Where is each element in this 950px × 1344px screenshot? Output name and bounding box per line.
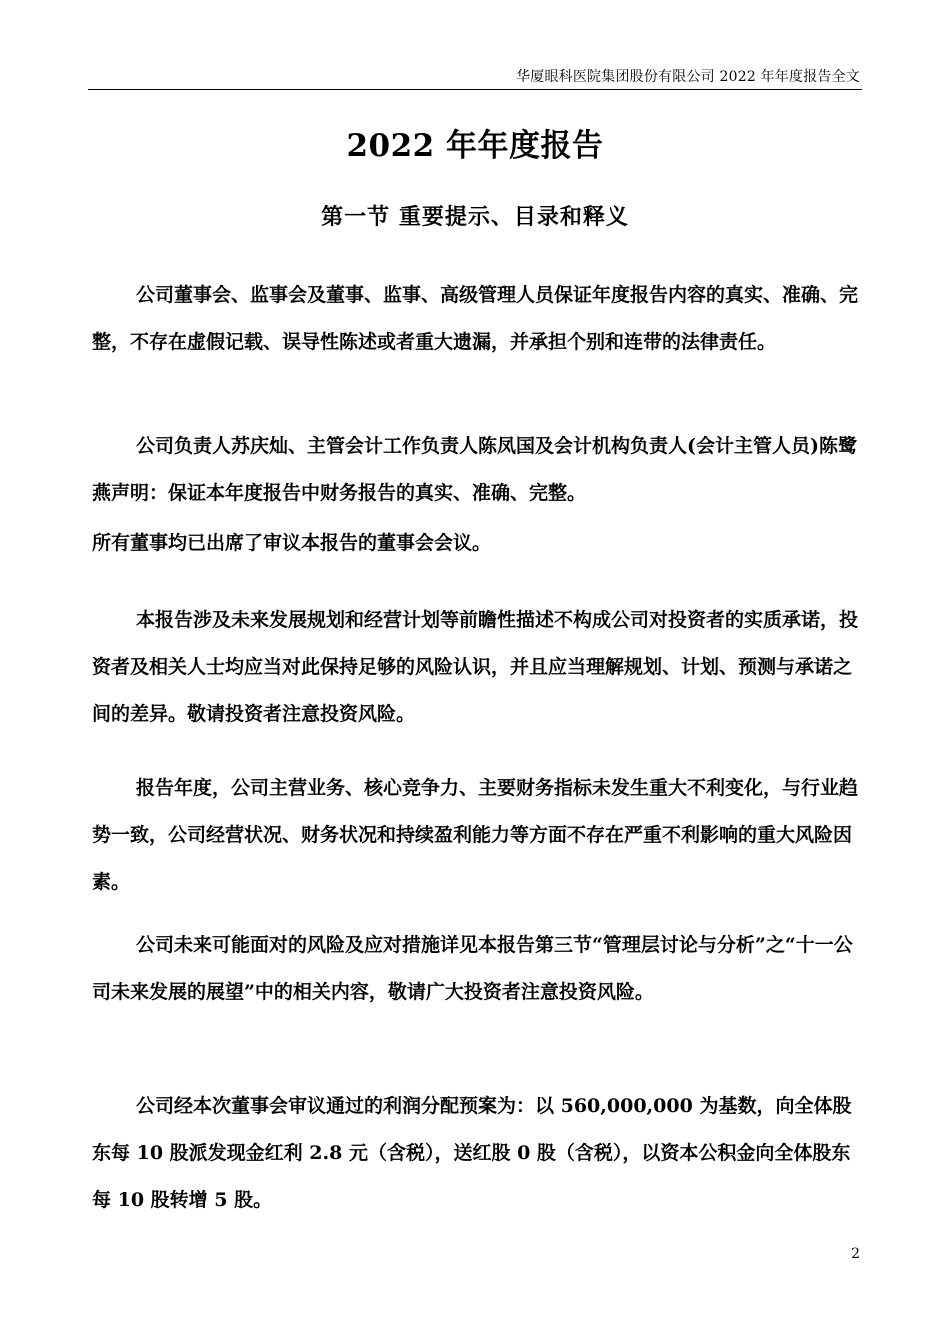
paragraph-profit-distribution: 公司经本次董事会审议通过的利润分配预案为：以 560,000,000 为基数，向全体股东每 10 股派发现金红利 2.8 元（含税），送红股 0 股（含税），以资本公积金向全体股东每 10 股转增 5 股。	[92, 1095, 852, 1211]
paragraph-risk-reference: 公司未来可能面对的风险及应对措施详见本报告第三节“管理层讨论与分析”之“十一公司未来发展的展望”中的相关内容，敬请广大投资者注意投资风险。	[92, 934, 853, 1003]
paragraph-no-adverse-change: 报告年度，公司主营业务、核心竞争力、主要财务指标未发生重大不利变化，与行业趋势一致，公司经营状况、财务状况和持续盈利能力等方面不存在严重不利影响的重大风险因素。	[92, 777, 859, 893]
paragraph-forward-looking: 本报告涉及未来发展规划和经营计划等前瞻性描述不构成公司对投资者的实质承诺，投资者及相关人士均应当对此保持足够的风险认识，并且应当理解规划、计划、预测与承诺之间的差异。敬请投资者注意投资风险。	[92, 609, 859, 725]
section-title: 第一节 重要提示、目录和释义	[321, 204, 629, 230]
paragraph-board-guarantee: 公司董事会、监事会及董事、监事、高级管理人员保证年度报告内容的真实、准确、完整，不存在虚假记载、误导性陈述或者重大遗漏，并承担个别和连带的法律责任。	[92, 284, 859, 353]
paragraph-directors-attendance: 所有董事均已出席了审议本报告的董事会会议。	[92, 532, 492, 554]
page-number: 2	[851, 1246, 860, 1262]
header-divider	[88, 89, 862, 90]
running-header-title: 华厦眼科医院集团股份有限公司 2022 年年度报告全文	[516, 69, 860, 85]
report-title: 2022 年年度报告	[346, 128, 604, 164]
paragraph-responsible-persons: 公司负责人苏庆灿、主管会计工作负责人陈凤国及会计机构负责人(会计主管人员)陈鹭燕声明：保证本年度报告中财务报告的真实、准确、完整。	[92, 435, 857, 504]
